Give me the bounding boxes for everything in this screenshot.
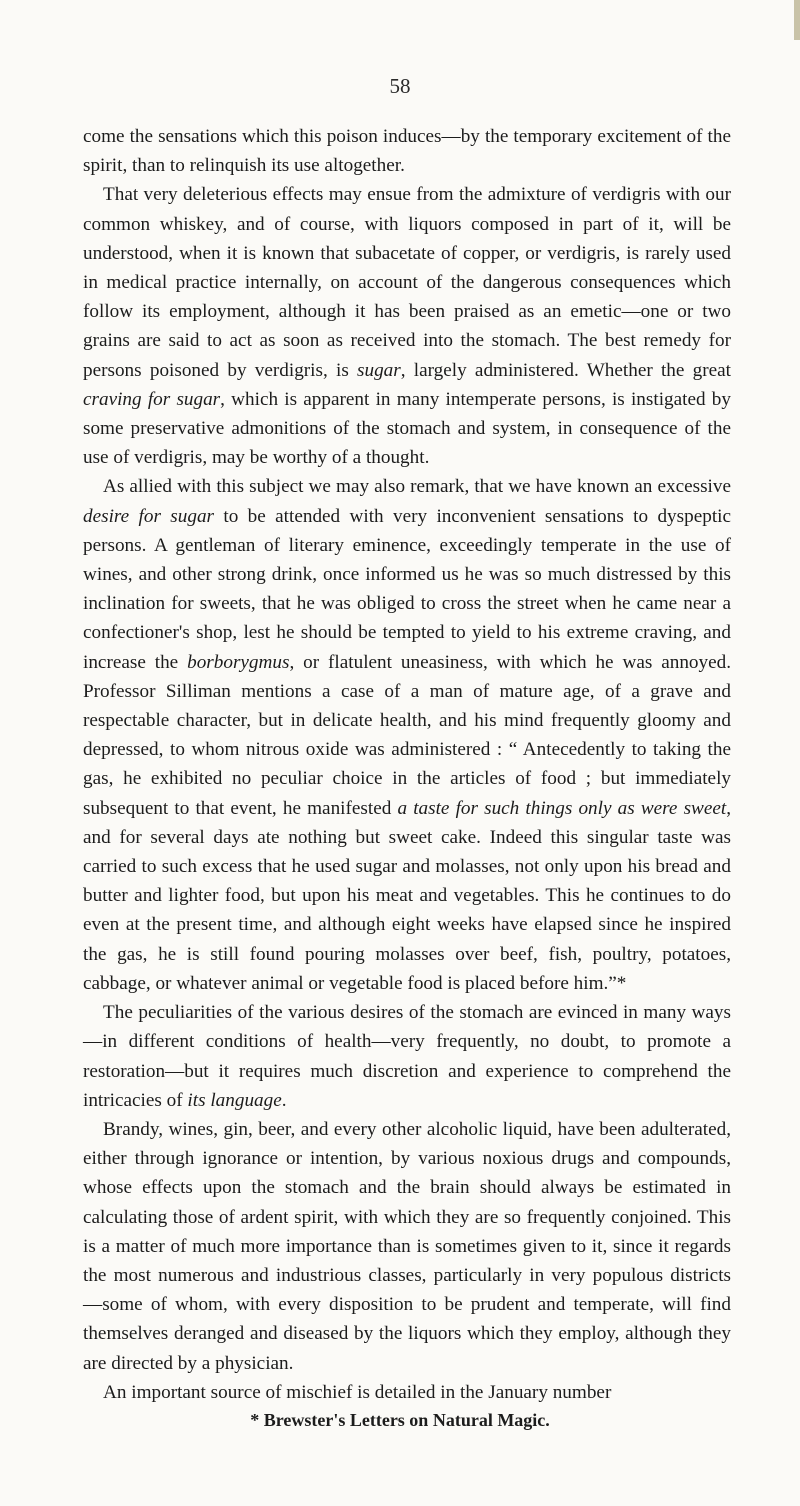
text-run: Brandy, wines, gin, beer, and every other alcoholic liquid, have been adulterated, either through ignorance or intention, by various noxious drugs and compounds, whose effects upon the stomach and the brain should always be estimated in calculating those of ardent spirit, with which they are so frequently conjoined. This is a matter of much more importance than is sometimes given to it, since it regards the most numerous and industrious classes, particularly in very populous districts —some of whom, with every disposition to be prudent and temperate, will find themselves deranged and diseased by the liquors which they employ, although they are directed by a physician. xyxy=(83,1118,731,1374)
page-number: 58 xyxy=(389,74,411,98)
text-run: to be attended with very inconvenient sensations to dyspeptic persons. A gentleman of literary eminence, exceedingly temperate in the use of wines, and other strong drink, once informed us he was so much distressed by this inclination for sweets, that he was obliged to cross the street when he came near a confectioner's shop, lest he should be tempted to yield to his extreme craving, and increase the xyxy=(83,505,731,673)
paragraph xyxy=(83,998,731,1115)
text-run: come the sensations which this poison induces—by the temporary excitement of the spirit, than to relinquish its use altogether. xyxy=(83,126,731,177)
italic-text: its language xyxy=(187,1089,282,1111)
text-run: , largely administered. Whether the great xyxy=(400,359,731,381)
text-run: That very deleterious effects may ensue from the admixture of verdigris with our common whiskey, and of course, with liquors composed in part of it, will be understood, when it is known that subacetate of copper, or verdigris, is rarely used in medical practice internally, on account of the dangerous consequences which follow its employment, although it has been praised as an emetic—one or two grains are said to act as soon as received into the stomach. The best remedy for persons poisoned by verdigris, is xyxy=(83,184,731,381)
italic-text: borborygmus xyxy=(187,651,290,673)
text-run: An important source of mischief is detailed in the January number xyxy=(103,1381,612,1403)
paragraph xyxy=(83,1378,731,1407)
text-run: As allied with this subject we may also remark, that we have known an excessive xyxy=(103,476,731,498)
paragraph xyxy=(83,180,731,472)
page-edge-mark xyxy=(794,0,800,40)
italic-text: desire for sugar xyxy=(83,505,215,527)
text-run: , and for several days ate nothing but sweet cake. Indeed this singular taste was carried to such excess that he used sugar and molasses, not only upon his bread and butter and lighter food, but upon his meat and vegetables. This he continues to do even at the present time, and although eight weeks have elapsed since he inspired the gas, he is still found pouring molasses over beef, fish, poultry, potatoes, cabbage, or whatever animal or vegetable food is placed before him.”* xyxy=(83,797,731,994)
italic-text: sugar xyxy=(357,359,401,381)
text-run: . xyxy=(281,1089,287,1111)
italic-text: craving for sugar xyxy=(83,388,221,410)
paragraph xyxy=(83,122,731,180)
text-run: The peculiarities of the various desires of the stomach are evinced in many ways—in different conditions of health—very frequently, no doubt, to promote a restoration—but it requires much discretion and experience to comprehend the intricacies of xyxy=(83,1002,731,1111)
text-run: , which is apparent in many intemperate persons, is instigated by some preservative admonitions of the stomach and system, in consequence of the use of verdigris, may be worthy of a thought. xyxy=(83,388,731,469)
paragraph xyxy=(83,1115,731,1378)
body-text xyxy=(83,122,731,1407)
italic-text: a taste for such things only as were sweet xyxy=(397,797,727,819)
paragraph xyxy=(83,472,731,998)
text-run: , or flatulent uneasiness, with which he was annoyed. Professor Silliman mentions a case of a man of mature age, of a grave and respectable character, but in delicate health, and his mind frequently gloomy and depressed, to whom nitrous oxide was administered : “ Antecedently to taking the gas, he exhibited no peculiar choice in the articles of food ; but immediately subsequent to that event, he manifested xyxy=(83,651,732,819)
footnote: * Brewster's Letters on Natural Magic. xyxy=(250,1410,550,1430)
